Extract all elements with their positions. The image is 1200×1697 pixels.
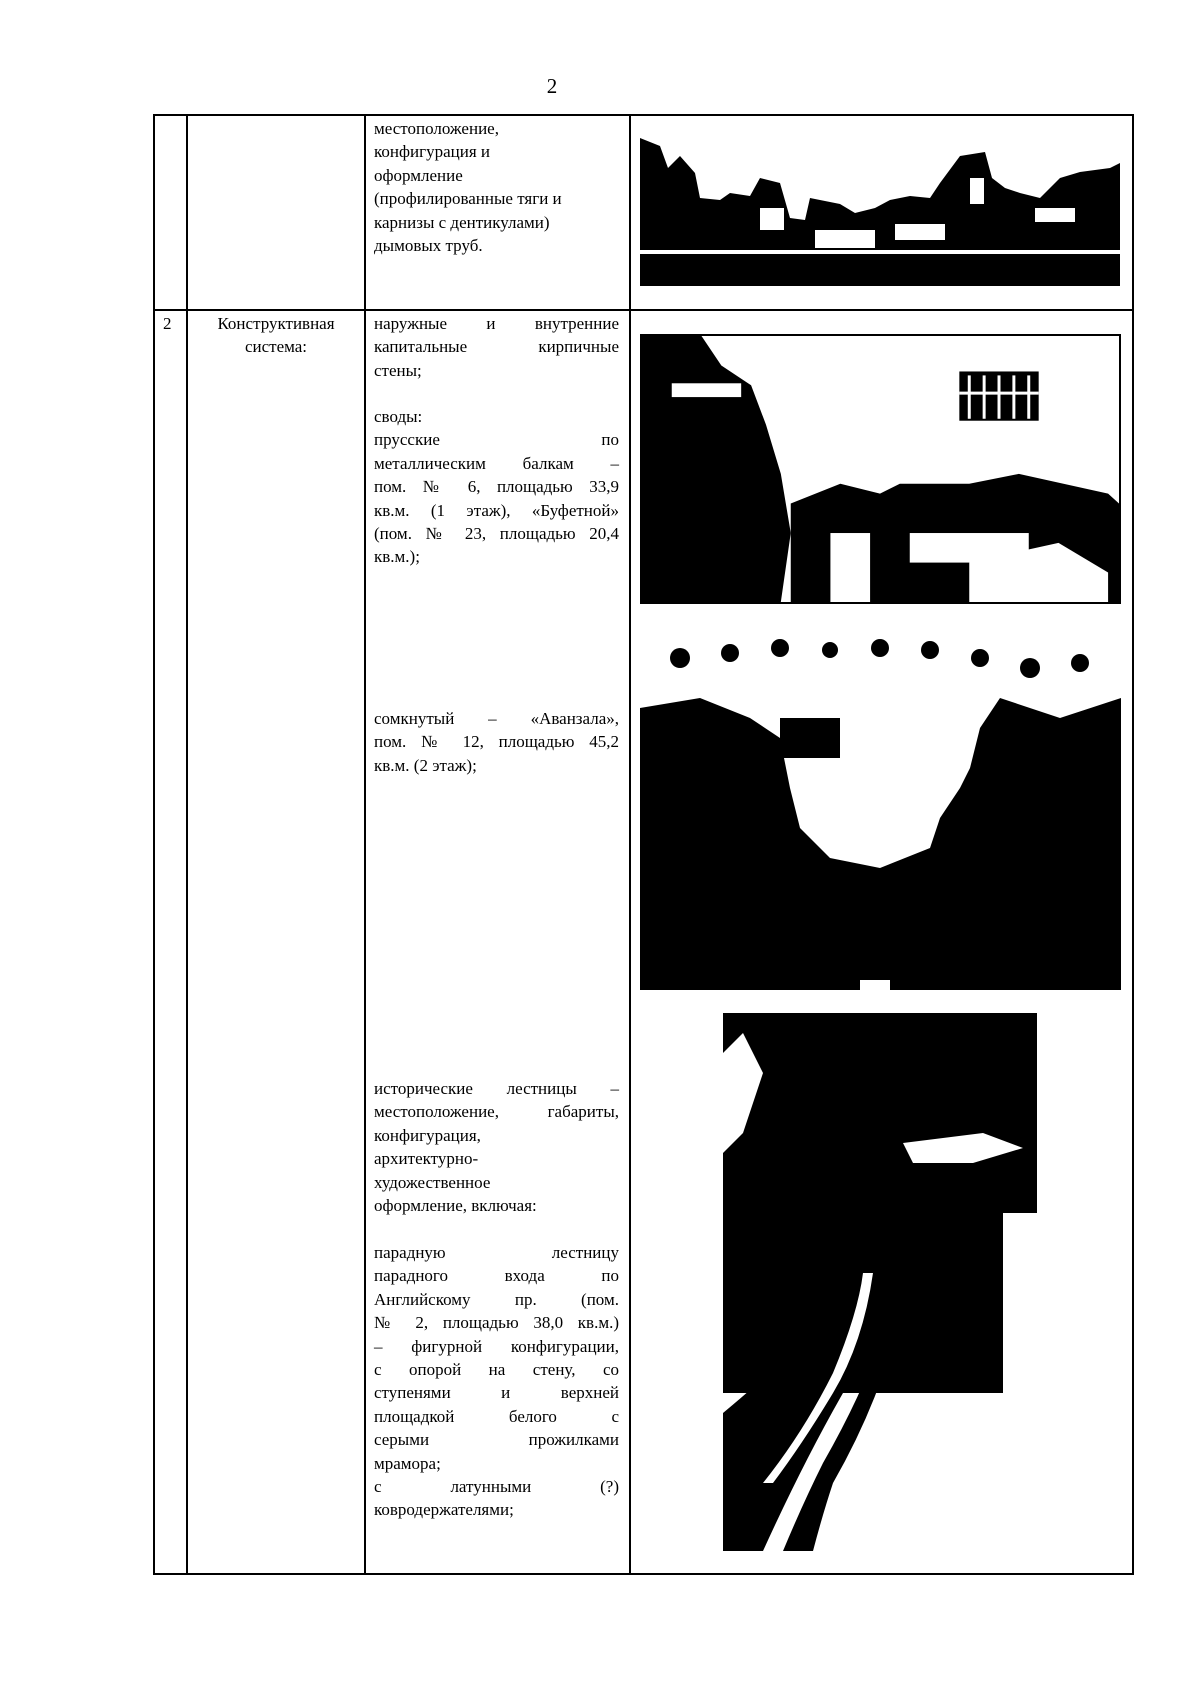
text-line: – фигурной конфигурации, [374,1336,619,1356]
vaults-heading: своды: [374,407,423,426]
text-line: архитектурно- [374,1149,479,1169]
text-line: кв.м. (1 этаж), «Буфетной» [374,500,619,520]
text-line: кв.м. (2 этаж); [374,755,477,775]
element-name [190,312,362,359]
text-line: парадного входа по [374,1266,619,1286]
text-line: пом. № 12, площадью 45,2 [374,732,619,752]
text-line: конфигурация, [374,1125,481,1145]
text-line: парадную лестницу [374,1243,619,1262]
text-line: Конструктивная [217,314,335,333]
text-line: кв.м.); [374,547,420,567]
text-line: конфигурация и [374,142,490,162]
text-line: местоположение, [374,119,499,138]
text-line: оформление, включая: [374,1196,537,1216]
text-line: исторические лестницы – [374,1079,619,1098]
text-line: № 2, площадью 38,0 кв.м.) [374,1313,619,1333]
text-line: карнизы с дентикулами) [374,212,550,232]
chimneys-photo [640,138,1120,286]
text-line: наружные и внутренние [374,314,619,333]
row1-description [374,117,622,257]
text-line: с латунными (?) [374,1477,619,1497]
text-line: серыми прожилками [374,1430,619,1450]
row-number: 2 [163,314,172,333]
text-line: капитальные кирпичные [374,337,619,357]
text-line: металлическим балкам – [374,453,619,473]
text-line: мрамора; [374,1453,441,1473]
text-line: сомкнутый – «Аванзала», [374,709,619,728]
stairs-text [374,1077,619,1217]
text-line: ковродержателями; [374,1500,514,1520]
text-line: система: [244,337,308,357]
closed-vault-text [374,707,619,777]
main-stair-text [374,1241,619,1522]
text-line: дымовых труб. [374,236,483,256]
text-line: (пом. № 23, площадью 20,4 [374,524,619,544]
text-line: оформление [374,165,463,185]
text-line: (профилированные тяги и [374,189,562,209]
vaults-text [374,405,619,569]
text-line: стены; [374,360,422,380]
text-line: ступенями и верхней [374,1383,619,1403]
page-number: 2 [546,74,558,98]
text-line: с опорой на стену, со [374,1360,619,1380]
text-line: пом. № 6, площадью 33,9 [374,477,619,497]
walls-text [374,312,619,382]
text-line: Английскому пр. (пом. [374,1289,619,1309]
text-line: местоположение, габариты, [374,1102,619,1122]
staircase-photo [723,1013,1037,1551]
text-line: прусские по [374,430,619,450]
closed-vault-photo [640,628,1121,990]
text-line: площадкой белого с [374,1406,619,1426]
text-line: художественное [374,1172,491,1192]
prussian-vault-photo [640,334,1121,604]
